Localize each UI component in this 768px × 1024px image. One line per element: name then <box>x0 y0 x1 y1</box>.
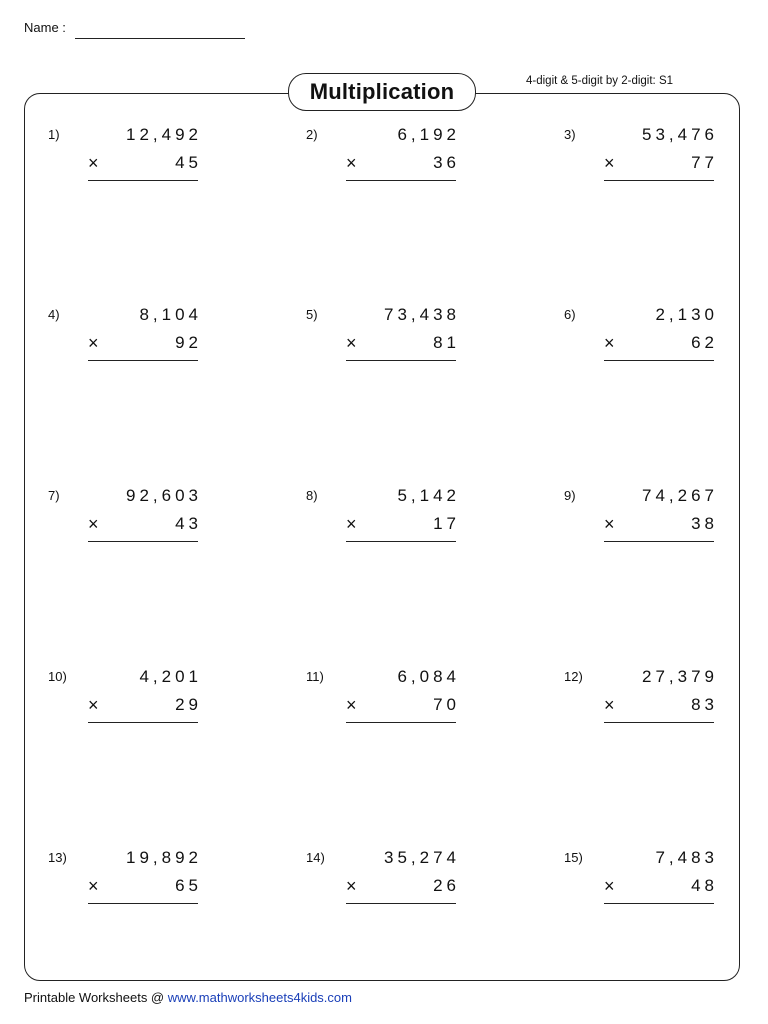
worksheet-subtitle: 4-digit & 5-digit by 2-digit: S1 <box>526 75 674 87</box>
problem-9 <box>564 486 718 556</box>
answer-line[interactable] <box>346 360 456 361</box>
multiplier: 45 <box>175 153 202 172</box>
times-icon: × <box>346 333 357 353</box>
problem-13 <box>48 848 202 918</box>
problem-number: 2) <box>306 127 318 142</box>
problem-number: 5) <box>306 307 318 322</box>
multiplicand: 2,130 <box>655 305 718 324</box>
multiplier: 17 <box>433 514 460 533</box>
problem-number: 1) <box>48 127 60 142</box>
answer-line[interactable] <box>346 903 456 904</box>
answer-line[interactable] <box>88 541 198 542</box>
problem-number: 7) <box>48 488 60 503</box>
multiplicand: 74,267 <box>642 486 718 505</box>
problem-14 <box>306 848 460 918</box>
times-icon: × <box>88 514 99 534</box>
multiplier: 81 <box>433 333 460 352</box>
times-icon: × <box>346 514 357 534</box>
problem-12 <box>564 667 718 737</box>
multiplicand: 6,192 <box>397 125 460 144</box>
problem-number: 6) <box>564 307 576 322</box>
multiplier: 62 <box>691 333 718 352</box>
answer-line[interactable] <box>604 722 714 723</box>
multiplier: 26 <box>433 876 460 895</box>
problem-number: 12) <box>564 669 583 684</box>
problem-2 <box>306 125 460 195</box>
answer-line[interactable] <box>346 722 456 723</box>
problem-number: 15) <box>564 850 583 865</box>
problem-15 <box>564 848 718 918</box>
times-icon: × <box>88 333 99 353</box>
problem-3 <box>564 125 718 195</box>
problem-number: 13) <box>48 850 67 865</box>
answer-line[interactable] <box>604 180 714 181</box>
problem-11 <box>306 667 460 737</box>
multiplier: 29 <box>175 695 202 714</box>
problem-5 <box>306 305 460 375</box>
multiplier: 36 <box>433 153 460 172</box>
multiplier: 70 <box>433 695 460 714</box>
multiplier: 83 <box>691 695 718 714</box>
multiplier: 92 <box>175 333 202 352</box>
answer-line[interactable] <box>88 360 198 361</box>
problem-number: 9) <box>564 488 576 503</box>
times-icon: × <box>604 333 615 353</box>
footer-prefix: Printable Worksheets @ <box>24 990 168 1005</box>
multiplicand: 7,483 <box>655 848 718 867</box>
multiplier: 38 <box>691 514 718 533</box>
times-icon: × <box>88 695 99 715</box>
answer-line[interactable] <box>88 180 198 181</box>
problem-number: 4) <box>48 307 60 322</box>
multiplicand: 73,438 <box>384 305 460 324</box>
answer-line[interactable] <box>604 360 714 361</box>
multiplicand: 35,274 <box>384 848 460 867</box>
problem-number: 14) <box>306 850 325 865</box>
answer-line[interactable] <box>88 903 198 904</box>
answer-line[interactable] <box>604 903 714 904</box>
multiplicand: 92,603 <box>126 486 202 505</box>
times-icon: × <box>604 153 615 173</box>
problem-6 <box>564 305 718 375</box>
worksheet-title: Multiplication <box>288 73 476 111</box>
times-icon: × <box>88 153 99 173</box>
footer <box>24 990 352 1005</box>
problem-number: 3) <box>564 127 576 142</box>
problem-7 <box>48 486 202 556</box>
multiplicand: 8,104 <box>139 305 202 324</box>
multiplier: 43 <box>175 514 202 533</box>
problem-10 <box>48 667 202 737</box>
times-icon: × <box>346 695 357 715</box>
times-icon: × <box>346 153 357 173</box>
answer-line[interactable] <box>88 722 198 723</box>
multiplicand: 53,476 <box>642 125 718 144</box>
multiplicand: 5,142 <box>397 486 460 505</box>
times-icon: × <box>346 876 357 896</box>
times-icon: × <box>88 876 99 896</box>
problem-number: 11) <box>306 669 324 684</box>
problem-number: 8) <box>306 488 318 503</box>
problem-8 <box>306 486 460 556</box>
multiplier: 77 <box>691 153 718 172</box>
times-icon: × <box>604 695 615 715</box>
answer-line[interactable] <box>346 541 456 542</box>
multiplier: 48 <box>691 876 718 895</box>
name-label: Name : <box>24 20 66 35</box>
multiplicand: 6,084 <box>397 667 460 686</box>
multiplicand: 4,201 <box>139 667 202 686</box>
name-line[interactable] <box>75 38 245 39</box>
problem-1 <box>48 125 202 195</box>
problem-4 <box>48 305 202 375</box>
problem-number: 10) <box>48 669 67 684</box>
multiplier: 65 <box>175 876 202 895</box>
answer-line[interactable] <box>346 180 456 181</box>
answer-line[interactable] <box>604 541 714 542</box>
times-icon: × <box>604 514 615 534</box>
multiplicand: 12,492 <box>126 125 202 144</box>
multiplicand: 19,892 <box>126 848 202 867</box>
footer-site-link[interactable]: www.mathworksheets4kids.com <box>167 990 352 1005</box>
times-icon: × <box>604 876 615 896</box>
multiplicand: 27,379 <box>642 667 718 686</box>
